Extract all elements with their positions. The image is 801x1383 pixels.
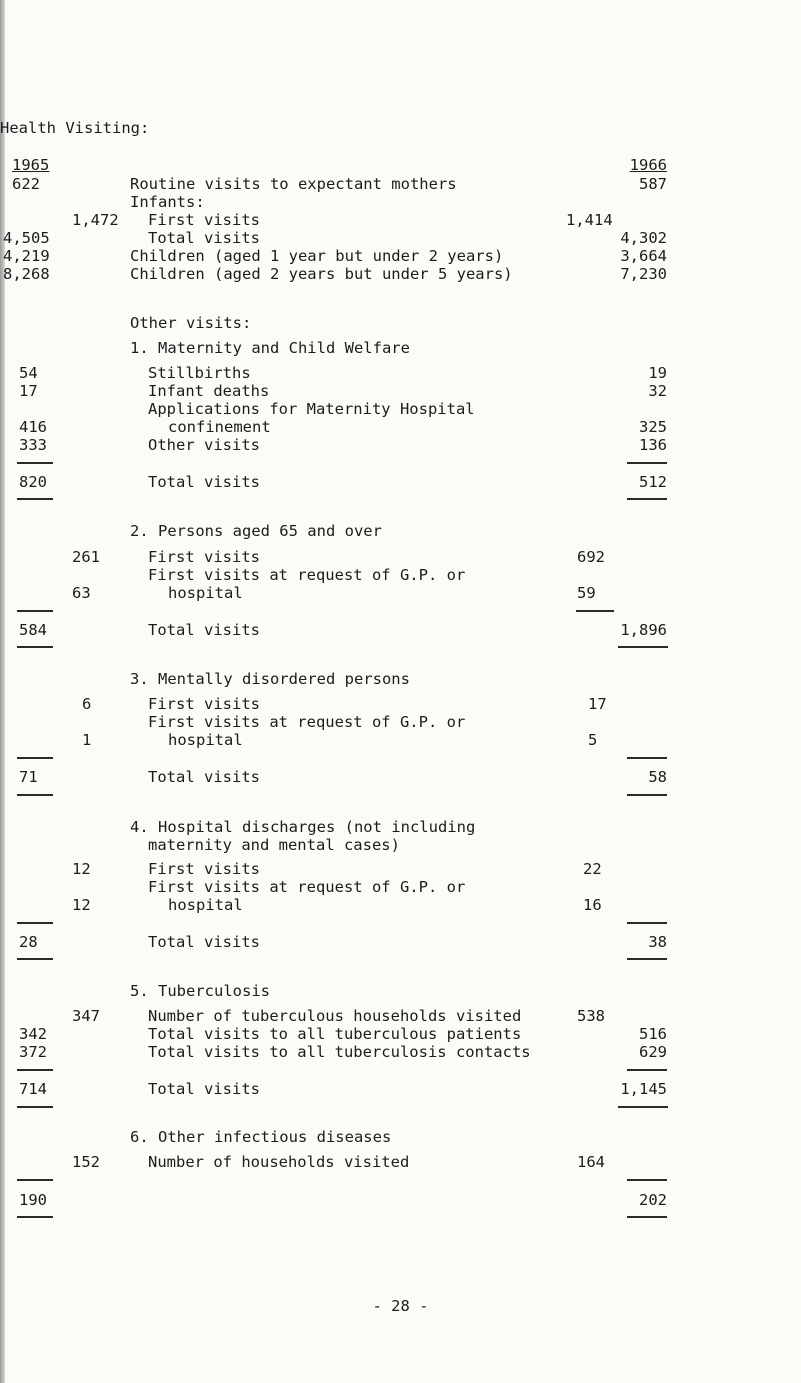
infants-total-1965: 4,505 (3, 229, 50, 247)
aged-heading: 2. Persons aged 65 and over (130, 522, 382, 540)
tb-total-1965: 714 (19, 1080, 47, 1098)
discharges-first-label: First visits (148, 860, 260, 878)
infants-total-1966: 4,302 (620, 229, 667, 247)
children-2-5-1966: 7,230 (620, 265, 667, 283)
rule-mental-right (627, 757, 667, 759)
infectious-households-label: Number of households visited (148, 1153, 410, 1171)
applications-label-line1: Applications for Maternity Hospital (148, 400, 475, 418)
tb-patients-1965: 342 (19, 1025, 47, 1043)
maternity-other-1965: 333 (19, 436, 47, 454)
infant-deaths-1966: 32 (648, 382, 667, 400)
aged-total-1965: 584 (19, 621, 47, 639)
rule-infectious-total-right (627, 1216, 667, 1218)
maternity-other-label: Other visits (148, 436, 260, 454)
rule-maternity-left (17, 462, 53, 464)
rule-maternity-right (627, 462, 667, 464)
rule-discharges-right (627, 922, 667, 924)
mental-first-label: First visits (148, 695, 260, 713)
discharges-heading-line2: maternity and mental cases) (148, 836, 400, 854)
aged-first-label: First visits (148, 548, 260, 566)
discharges-gp-label-line2: hospital (168, 896, 243, 914)
rule-tb-right (627, 1069, 667, 1071)
discharges-first-1965: 12 (72, 860, 91, 878)
infectious-total-1965: 190 (19, 1191, 47, 1209)
applications-1966: 325 (639, 418, 667, 436)
rule-discharges-total-right (627, 958, 667, 960)
infants-first-label: First visits (148, 211, 260, 229)
rule-aged-left (17, 610, 53, 612)
tb-households-1965: 347 (72, 1007, 100, 1025)
discharges-gp-1966: 16 (583, 896, 602, 914)
expectant-label: Routine visits to expectant mothers (130, 175, 457, 193)
discharges-gp-1965: 12 (72, 896, 91, 914)
mental-gp-label-line1: First visits at request of G.P. or (148, 713, 466, 731)
aged-gp-label-line1: First visits at request of G.P. or (148, 566, 466, 584)
other-visits-heading: Other visits: (130, 314, 252, 332)
mental-gp-label-line2: hospital (168, 731, 243, 749)
tb-heading: 5. Tuberculosis (130, 982, 270, 1000)
applications-1965: 416 (19, 418, 47, 436)
infant-deaths-label: Infant deaths (148, 382, 270, 400)
page-title: Health Visiting: (0, 119, 150, 137)
infectious-households-1965: 152 (72, 1153, 100, 1171)
stillbirths-1966: 19 (648, 364, 667, 382)
infectious-households-1966: 164 (577, 1153, 605, 1171)
stillbirths-label: Stillbirths (148, 364, 251, 382)
rule-tb-left (17, 1069, 53, 1071)
mental-first-1965: 6 (82, 695, 92, 713)
discharges-heading-line1: 4. Hospital discharges (not including (130, 818, 476, 836)
mental-heading: 3. Mentally disordered persons (130, 670, 410, 688)
year-1965-heading: 1965 (12, 156, 50, 174)
rule-discharges-left (17, 922, 53, 924)
aged-gp-1966: 59 (577, 584, 596, 602)
rule-aged-mid (576, 610, 614, 612)
rule-mental-total-right (627, 794, 667, 796)
tb-patients-1966: 516 (639, 1025, 667, 1043)
tb-contacts-label: Total visits to all tuberculosis contacts (148, 1043, 531, 1061)
maternity-other-1966: 136 (639, 436, 667, 454)
children-1-2-1966: 3,664 (620, 247, 667, 265)
children-1-2-label: Children (aged 1 year but under 2 years) (130, 247, 504, 265)
maternity-total-1966: 512 (639, 473, 667, 491)
rule-maternity-total-left (17, 498, 53, 500)
children-2-5-label: Children (aged 2 years but under 5 years) (130, 265, 513, 283)
infants-first-1965: 1,472 (72, 211, 119, 229)
rule-infectious-right (627, 1179, 667, 1181)
rule-aged-total-right (618, 646, 668, 648)
maternity-total-1965: 820 (19, 473, 47, 491)
infectious-heading: 6. Other infectious diseases (130, 1128, 392, 1146)
discharges-total-1966: 38 (648, 933, 667, 951)
mental-gp-1966: 5 (588, 731, 598, 749)
page-spine-shadow (0, 0, 5, 1383)
rule-tb-total-right (618, 1106, 668, 1108)
discharges-total-1965: 28 (19, 933, 38, 951)
tb-total-label: Total visits (148, 1080, 260, 1098)
infectious-total-1966: 202 (639, 1191, 667, 1209)
discharges-first-1966: 22 (583, 860, 602, 878)
infant-deaths-1965: 17 (19, 382, 38, 400)
tb-patients-label: Total visits to all tuberculous patients (148, 1025, 522, 1043)
mental-gp-1965: 1 (82, 731, 92, 749)
aged-total-label: Total visits (148, 621, 260, 639)
rule-mental-left (17, 757, 53, 759)
mental-total-1965: 71 (19, 768, 38, 786)
mental-total-label: Total visits (148, 768, 260, 786)
stillbirths-1965: 54 (19, 364, 38, 382)
rule-aged-total-left (17, 646, 53, 648)
infants-heading: Infants: (130, 193, 205, 211)
tb-contacts-1966: 629 (639, 1043, 667, 1061)
rule-mental-total-left (17, 794, 53, 796)
tb-total-1966: 1,145 (620, 1080, 667, 1098)
children-1-2-1965: 4,219 (3, 247, 50, 265)
mental-first-1966: 17 (588, 695, 607, 713)
aged-total-1966: 1,896 (620, 621, 667, 639)
rule-maternity-total-right (627, 498, 667, 500)
tb-households-label: Number of tuberculous households visited (148, 1007, 522, 1025)
maternity-total-label: Total visits (148, 473, 260, 491)
infants-first-1966: 1,414 (566, 211, 613, 229)
page-number: - 28 - (372, 1297, 429, 1315)
tb-households-1966: 538 (577, 1007, 605, 1025)
aged-gp-1965: 63 (72, 584, 91, 602)
tb-contacts-1965: 372 (19, 1043, 47, 1061)
discharges-gp-label-line1: First visits at request of G.P. or (148, 878, 466, 896)
rule-infectious-total-left (17, 1216, 53, 1218)
discharges-total-label: Total visits (148, 933, 260, 951)
rule-tb-total-left (17, 1106, 53, 1108)
aged-first-1966: 692 (577, 548, 605, 566)
expectant-1966: 587 (639, 175, 667, 193)
applications-label-line2: confinement (168, 418, 271, 436)
mental-total-1966: 58 (648, 768, 667, 786)
aged-gp-label-line2: hospital (168, 584, 243, 602)
rule-discharges-total-left (17, 958, 53, 960)
maternity-heading: 1. Maternity and Child Welfare (130, 339, 410, 357)
aged-first-1965: 261 (72, 548, 100, 566)
children-2-5-1965: 8,268 (3, 265, 50, 283)
rule-infectious-left (17, 1179, 53, 1181)
year-1966-heading: 1966 (629, 156, 667, 174)
infants-total-label: Total visits (148, 229, 260, 247)
expectant-1965: 622 (12, 175, 40, 193)
